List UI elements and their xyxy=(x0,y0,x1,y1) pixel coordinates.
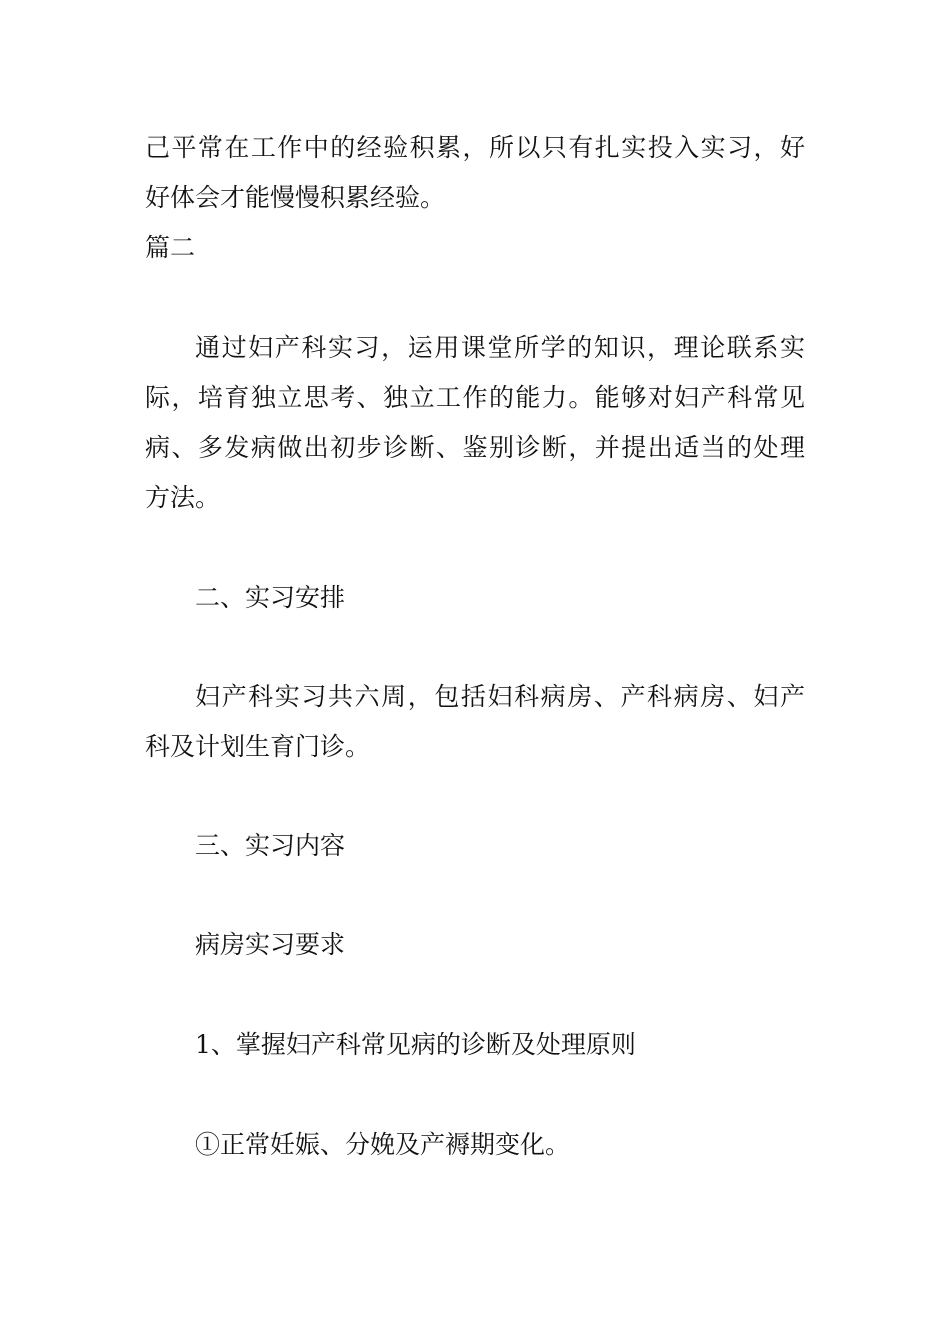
subsection-heading: 病房实习要求 xyxy=(195,930,346,959)
list-item: 1、掌握妇产科常见病的诊断及处理原则 xyxy=(195,1030,636,1059)
paragraph-line: 科及计划生育门诊。 xyxy=(145,732,371,761)
section-heading: 篇二 xyxy=(145,233,196,262)
paragraph-line: 己平常在工作中的经验积累，所以只有扎实投入实习，好 xyxy=(145,133,805,162)
paragraph-line: 病、多发病做出初步诊断、鉴别诊断，并提出适当的处理 xyxy=(145,433,805,462)
subsection-heading: 三、实习内容 xyxy=(195,831,346,860)
paragraph-line: 妇产科实习共六周，包括妇科病房、产科病房、妇产 xyxy=(195,682,805,711)
paragraph-line: 通过妇产科实习，运用课堂所学的知识，理论联系实 xyxy=(195,333,805,362)
list-item: ①正常妊娠、分娩及产褥期变化。 xyxy=(195,1130,571,1159)
subsection-heading: 二、实习安排 xyxy=(195,583,346,612)
paragraph-line: 好体会才能慢慢积累经验。 xyxy=(145,183,446,212)
paragraph-line: 际，培育独立思考、独立工作的能力。能够对妇产科常见 xyxy=(145,383,805,412)
paragraph-line: 方法。 xyxy=(145,483,221,512)
